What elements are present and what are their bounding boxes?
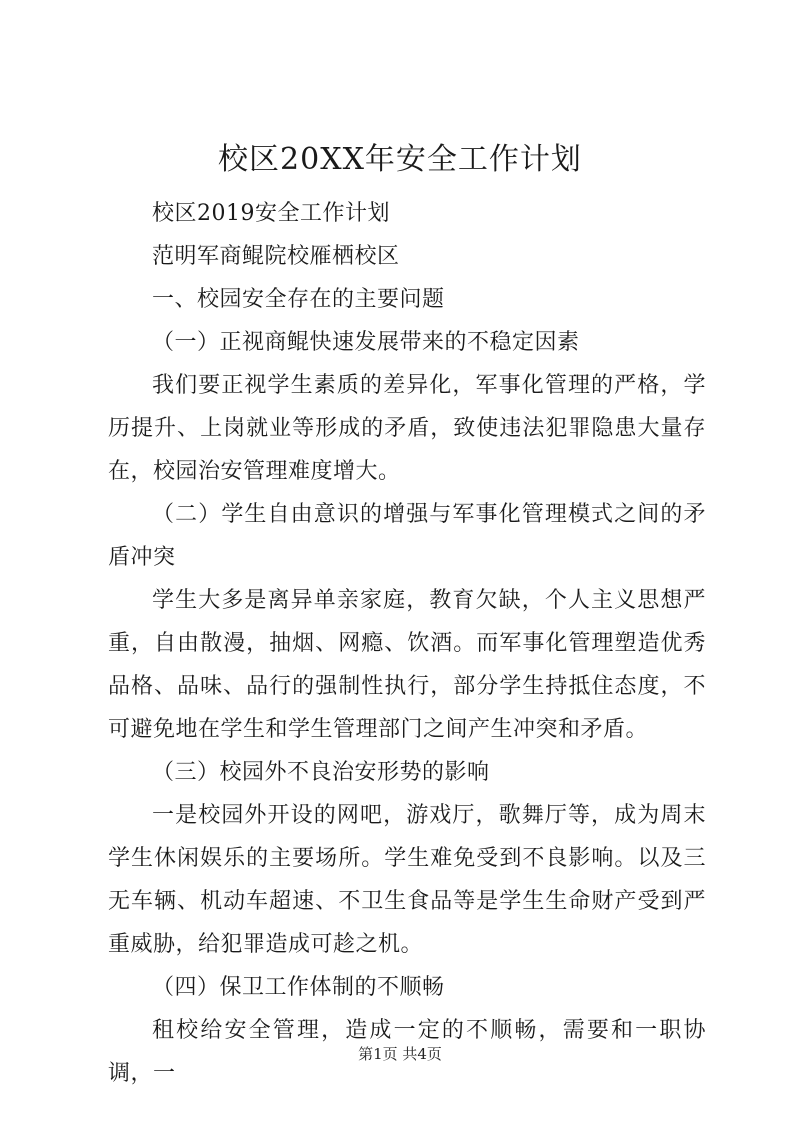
- document-body: [108, 192, 706, 1095]
- paragraph-body-4: 租校给安全管理，造成一定的不顺畅，需要和一职协调，一: [108, 1018, 706, 1086]
- page-number-footer: 第1页 共4页: [358, 1045, 442, 1063]
- subsection-heading-2: （二）学生自由意识的增强与军事化管理模式之间的矛盾冲突: [108, 502, 706, 570]
- document-title: 校区20XX年安全工作计划: [218, 142, 582, 177]
- subsection-heading-4: （四）保卫工作体制的不顺畅: [152, 975, 445, 1000]
- section-heading-1: 一、校园安全存在的主要问题: [152, 287, 445, 312]
- paragraph-subtitle: 校区2019安全工作计划: [152, 201, 390, 226]
- paragraph-body-2: 学生大多是离异单亲家庭，教育欠缺，个人主义思想严重，自由散漫，抽烟、网瘾、饮酒。而军事化管理塑造优秀品格、品味、品行的强制性执行，部分学生持抵住态度，不可避免地在学生和学生管理部门之间产生冲突和矛盾。: [108, 588, 706, 742]
- paragraph-body-3: 一是校园外开设的网吧，游戏厅，歌舞厅等，成为周末学生休闲娱乐的主要场所。学生难免受到不良影响。以及三无车辆、机动车超速、不卫生食品等是学生生命财产受到严重威胁，给犯罪造成可趁之机。: [108, 803, 706, 957]
- subsection-heading-3: （三）校园外不良治安形势的影响: [152, 760, 490, 785]
- subsection-heading-1: （一）正视商鲲快速发展带来的不稳定因素: [152, 330, 580, 355]
- paragraph-author: 范明军商鲲院校雁栖校区: [152, 244, 400, 269]
- paragraph-body-1: 我们要正视学生素质的差异化，军事化管理的严格，学历提升、上岗就业等形成的矛盾，致使违法犯罪隐患大量存在，校园治安管理难度增大。: [108, 373, 706, 484]
